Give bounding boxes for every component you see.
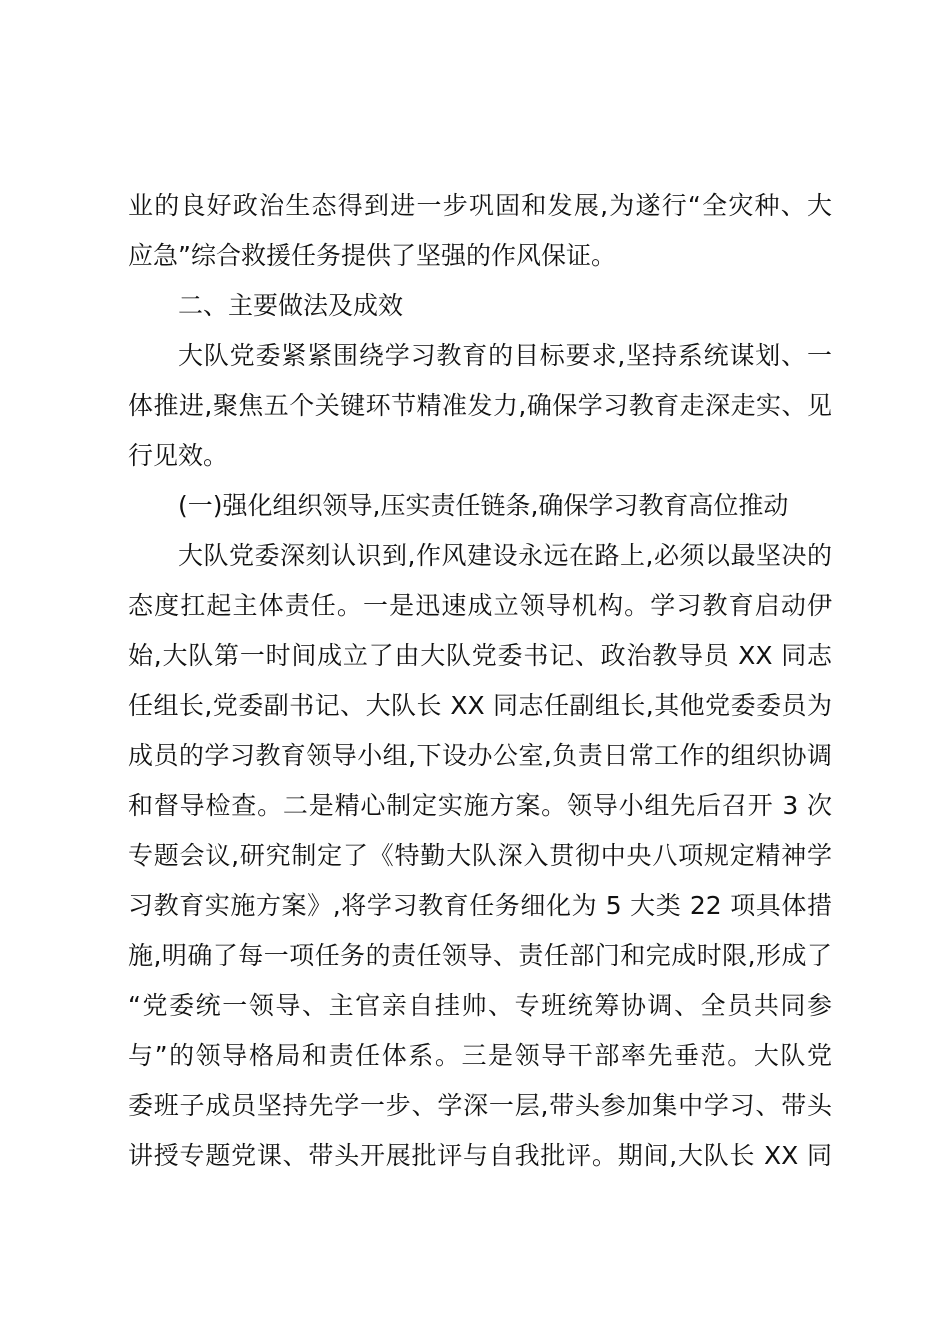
text-line: 行见效。: [128, 441, 229, 470]
text-line: 体推进,聚焦五个关键环节精准发力,确保学习教育走深走实、见: [128, 391, 832, 420]
text-line: 讲授专题党课、带头开展批评与自我批评。期间,大队长 XX 同: [128, 1141, 832, 1170]
text-line: 施,明确了每一项任务的责任领导、责任部门和完成时限,形成了: [128, 941, 832, 970]
text-line: 大队党委深刻认识到,作风建设永远在路上,必须以最坚决的: [178, 541, 832, 570]
text-line: 和督导检查。二是精心制定实施方案。领导小组先后召开 3 次: [128, 791, 832, 820]
text-line: 专题会议,研究制定了《特勤大队深入贯彻中央八项规定精神学: [128, 841, 832, 870]
text-line: 态度扛起主体责任。一是迅速成立领导机构。学习教育启动伊: [128, 591, 832, 620]
text-line: 始,大队第一时间成立了由大队党委书记、政治教导员 XX 同志: [128, 641, 832, 670]
text-line: 委班子成员坚持先学一步、学深一层,带头参加集中学习、带头: [128, 1091, 832, 1120]
text-line: 应急”综合救援任务提供了坚强的作风保证。: [128, 241, 616, 270]
text-line: 任组长,党委副书记、大队长 XX 同志任副组长,其他党委委员为: [128, 691, 832, 720]
text-line: 业的良好政治生态得到进一步巩固和发展,为遂行“全灾种、大: [128, 191, 832, 220]
text-line: 习教育实施方案》,将学习教育任务细化为 5 大类 22 项具体措: [128, 891, 832, 920]
subsection-heading: (一)强化组织领导,压实责任链条,确保学习教育高位推动: [178, 491, 789, 520]
text-line: 成员的学习教育领导小组,下设办公室,负责日常工作的组织协调: [128, 741, 832, 770]
text-line: 大队党委紧紧围绕学习教育的目标要求,坚持系统谋划、一: [178, 341, 832, 370]
text-line: “党委统一领导、主官亲自挂帅、专班统筹协调、全员共同参: [128, 991, 832, 1020]
text-line: 与”的领导格局和责任体系。三是领导干部率先垂范。大队党: [128, 1041, 832, 1070]
section-heading: 二、主要做法及成效: [178, 291, 404, 320]
